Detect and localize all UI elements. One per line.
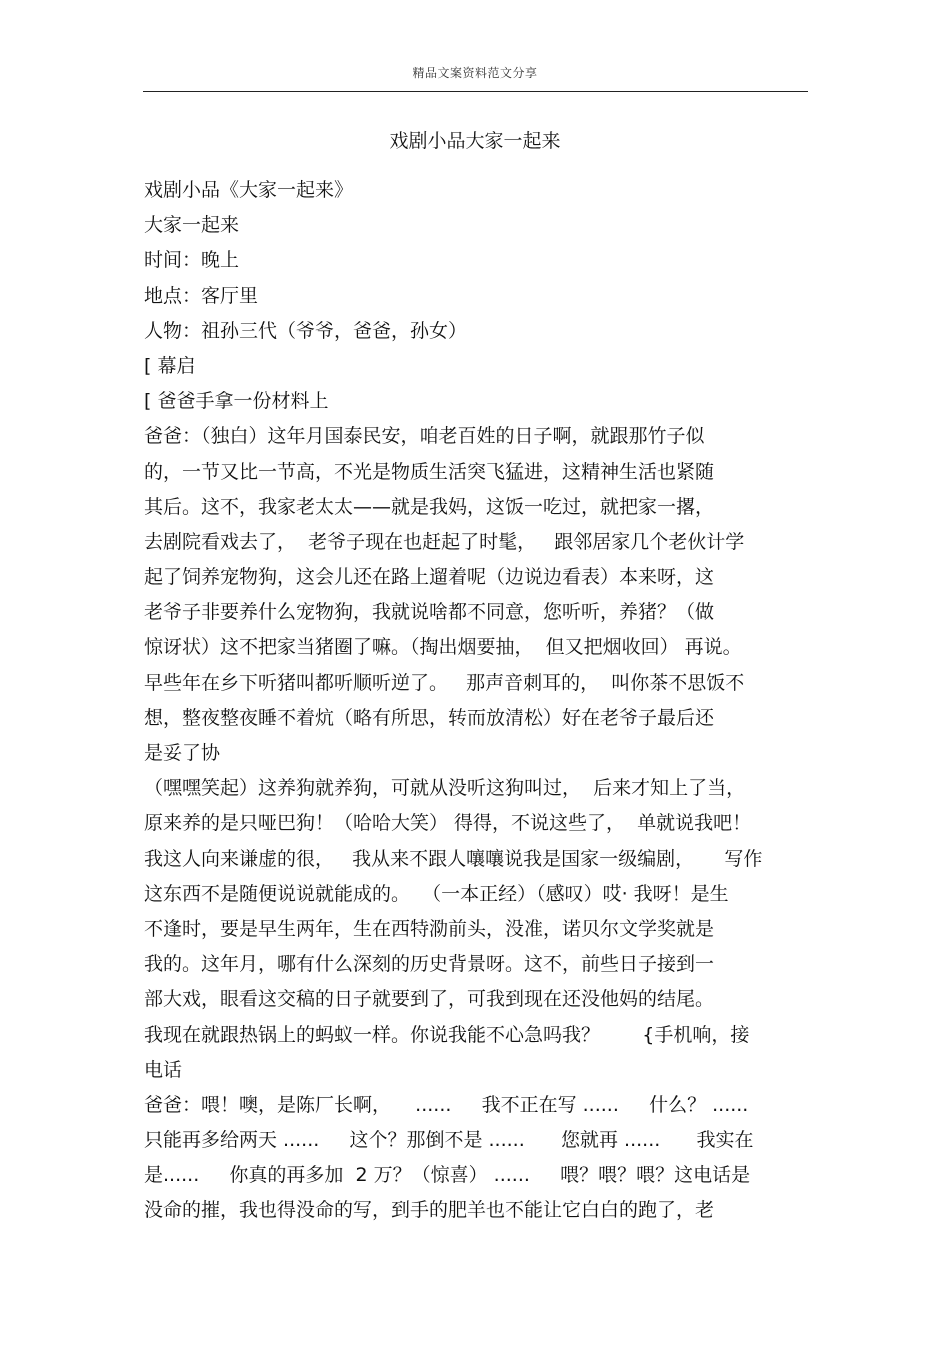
text-line: 老爷子非要养什么宠物狗，我就说啥都不同意，您听听，养猪？（做 <box>144 601 715 624</box>
text-line: 是妥了协 <box>144 742 221 764</box>
text-line: 其后。这不，我家老太太——就是我妈，这饭一吃过，就把家一撂， <box>144 495 715 518</box>
header-divider <box>143 91 808 92</box>
text-line: 地点：客厅里 <box>144 284 259 307</box>
text-line: 人物：祖孙三代（爷爷，爸爸，孙女） <box>144 319 468 342</box>
page-header-text: 精品文案资料范文分享 <box>412 66 538 80</box>
document-title: 戏剧小品大家一起来 <box>389 130 561 152</box>
text-line: 去剧院看戏去了， 老爷子现在也赶起了时髦， 跟邻居家几个老伙计学 <box>144 530 745 553</box>
text-line: 我这人向来谦虚的很， 我从来不跟人嚷嚷说我是国家一级编剧， 写作 <box>144 847 763 870</box>
text-line: 我现在就跟热锅上的蚂蚁一样。你说我能不心急吗我？ {手机响，接 <box>144 1023 750 1046</box>
text-line: 电话 <box>144 1058 183 1081</box>
text-line: 部大戏，眼看这交稿的日子就要到了，可我到现在还没他妈的结尾。 <box>144 988 715 1011</box>
text-line: 戏剧小品《大家一起来》 <box>144 179 354 201</box>
text-line: [ 爸爸手拿一份材料上 <box>144 390 329 413</box>
text-line: 时间：晚上 <box>144 249 240 272</box>
text-line: 想，整夜整夜睡不着炕（略有所思，转而放清松）好在老爷子最后还 <box>144 706 715 729</box>
text-line: 不逢时，要是早生两年，生在西特泐前头，没准，诺贝尔文学奖就是 <box>144 917 715 940</box>
text-line: 原来养的是只哑巴狗！（哈哈大笑） 得得，不说这些了， 单就说我吧！ <box>144 812 752 835</box>
text-line: 的，一节又比一节高，不光是物质生活突飞猛进，这精神生活也紧随 <box>144 460 715 483</box>
text-line: 我的。这年月，哪有什么深刻的历史背景呀。这不，前些日子接到一 <box>144 953 715 976</box>
document-body <box>144 173 814 1229</box>
text-line: 早些年在乡下听猪叫都听顺听逆了。 那声音刺耳的， 叫你茶不思饭不 <box>144 671 745 694</box>
text-line: （嘿嘿笑起）这养狗就养狗，可就从没听这狗叫过， 后来才知上了当， <box>144 777 746 800</box>
text-line: 没命的摧，我也得没命的写，到手的肥羊也不能让它白白的跑了，老 <box>144 1199 715 1222</box>
text-line: 惊讶状）这不把家当猪圈了嘛。（掏出烟要抽， 但又把烟收回） 再说。 <box>144 636 742 659</box>
text-line: [ 幕启 <box>144 354 196 377</box>
text-line: 爸爸：（独白）这年月国泰民安，咱老百姓的日子啊，就跟那竹子似 <box>144 425 705 448</box>
text-line: 是...... 你真的再多加 2 万？（惊喜） ...... 喂？喂？喂？这电话是 <box>144 1164 751 1187</box>
text-line: 这东西不是随便说说就能成的。 （一本正经）（感叹）哎· 我呀！是生 <box>144 882 729 905</box>
text-line: 爸爸：喂！噢，是陈厂长啊， ...... 我不正在写 ...... 什么？ ...... <box>144 1093 749 1116</box>
text-line: 大家一起来 <box>144 214 240 237</box>
text-line: 起了饲养宠物狗，这会儿还在路上遛着呢（边说边看表）本来呀，这 <box>144 566 715 589</box>
text-line: 只能再多给两天 ...... 这个？那倒不是 ...... 您就再 ...... 我实在 <box>144 1129 754 1152</box>
